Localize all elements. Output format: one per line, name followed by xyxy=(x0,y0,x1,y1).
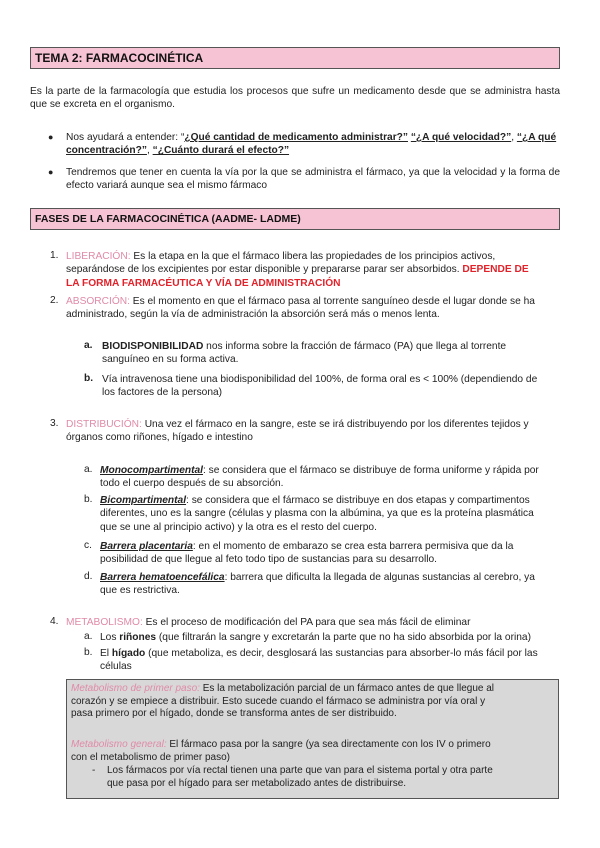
list-number: 1. xyxy=(50,250,59,261)
liberacion-term: LIBERACIÓN: xyxy=(66,251,131,262)
metabolismo-term: METABOLISMO: xyxy=(66,617,143,628)
distribucion-sub-a: Monocompartimental: se considera que el fármaco se distribuye de forma uniforme y rápida por todo el cuerpo después de su absorción. xyxy=(100,465,539,490)
bullet-dot: ● xyxy=(48,132,54,142)
list-number: 4. xyxy=(50,616,59,627)
distribucion-term: DISTRIBUCIÓN: xyxy=(66,419,142,430)
absorcion-term: ABSORCIÓN: xyxy=(66,296,130,307)
list-letter: a. xyxy=(84,464,93,475)
list-letter: a. xyxy=(84,340,93,351)
absorcion-sub-b: Vía intravenosa tiene una biodisponibilidad del 100%, de forma oral es < 100% (dependiendo de los factores de la persona) xyxy=(102,374,538,399)
box-dash: - xyxy=(92,765,96,776)
title-banner xyxy=(30,47,560,69)
list-letter: b. xyxy=(84,373,94,384)
section-title: FASES DE LA FARMACOCINÉTICA (AADME- LADME) xyxy=(35,213,301,225)
distribucion-sub-d: Barrera hematoencefálica: barrera que dificulta la llegada de algunas sustancias al cerebro, ya que es restrictiva. xyxy=(100,572,535,597)
box-paragraph-3: Los fármacos por vía rectal tienen una parte que van para el sistema portal y otra parte que pasa por el hígado para ser metabolizado antes de distribuirse. xyxy=(107,765,493,789)
metabolismo-sub-b: El hígado (que metaboliza, es decir, desglosará las sustancias para absorber-lo más fácil por las células xyxy=(100,648,538,673)
metabolismo-sub-a: Los riñones (que filtrarán la sangre y excretarán la parte que no ha sido absorbida por la orina) xyxy=(100,632,531,643)
distribucion-item: DISTRIBUCIÓN: Una vez el fármaco en la sangre, este se irá distribuyendo por los diferentes tejidos y órganos como riñones, hígado e intestino xyxy=(66,419,529,444)
absorcion-item: ABSORCIÓN: Es el momento en que el fármaco pasa al torrente sanguíneo desde el lugar donde se ha administrado, según la vía de administración la absorción será más o menos lenta. xyxy=(66,296,535,321)
page-title: TEMA 2: FARMACOCINÉTICA xyxy=(35,51,204,65)
distribucion-sub-c: Barrera placentaria: en el momento de embarazo se crea esta barrera permisiva que da la posibilidad de que llegue al feto todo tipo de sustancias para su desarrollo. xyxy=(100,541,514,566)
list-letter: d. xyxy=(84,571,93,582)
list-letter: b. xyxy=(84,647,93,658)
absorcion-sub-a: BIODISPONIBILIDAD nos informa sobre la fracción de fármaco (PA) que llega al torrente sanguíneo en su forma activa. xyxy=(102,341,507,366)
metabolism-note-box xyxy=(66,679,559,799)
list-letter: b. xyxy=(84,494,93,505)
bullet-2: Tendremos que tener en cuenta la vía por la que se administra el fármaco, ya que la velocidad y la forma de efecto variará aunque sea el mismo fármaco xyxy=(66,167,560,192)
bullet-1: Nos ayudará a entender: “¿Qué cantidad de medicamento administrar?” “¿A qué velocidad?”, “¿A qué concentración?”, “¿Cuánto durará el efecto?” xyxy=(66,132,557,157)
box-paragraph-1: Metabolismo de primer paso: Es la metabolización parcial de un fármaco antes de que llegue al corazón y se empiece a distribuir. Esto sucede cuando el fármaco se administra por vía oral y pasa primero por el hígado, donde se transforma antes de ser distribuido. xyxy=(71,683,495,720)
bullet-dot: ● xyxy=(48,167,54,177)
list-letter: a. xyxy=(84,631,93,642)
list-letter: c. xyxy=(84,540,92,551)
intro-paragraph: Es la parte de la farmacología que estudia los procesos que sufre un medicamento desde que se administra hasta que se excreta en el organismo. xyxy=(30,86,560,111)
section-banner xyxy=(30,208,560,230)
distribucion-sub-b: Bicompartimental: se considera que el fármaco se distribuye en dos etapas y compartimentos diferentes, uno es la sangre (células y plasma con la albúmina, ya que es la proteína plasmática que se une al principio activo) y la otra es el resto del cuerpo. xyxy=(100,495,534,533)
list-number: 2. xyxy=(50,295,59,306)
list-number: 3. xyxy=(50,418,59,429)
metabolismo-item: METABOLISMO: Es el proceso de modificación del PA para que sea más fácil de eliminar xyxy=(66,617,471,628)
box-paragraph-2: Metabolismo general: El fármaco pasa por la sangre (ya sea directamente con los IV o primero con el metabolismo de primer paso) xyxy=(71,739,491,763)
liberacion-item: LIBERACIÓN: Es la etapa en la que el fármaco libera las propiedades de los principios activos, separándose de los excipientes por estar disponible y prepararse parar ser absorbidos. DEPENDE DE LA FORMA FARMACÉUTICA Y VÍA DE ADMINISTRACIÓN xyxy=(66,251,529,289)
